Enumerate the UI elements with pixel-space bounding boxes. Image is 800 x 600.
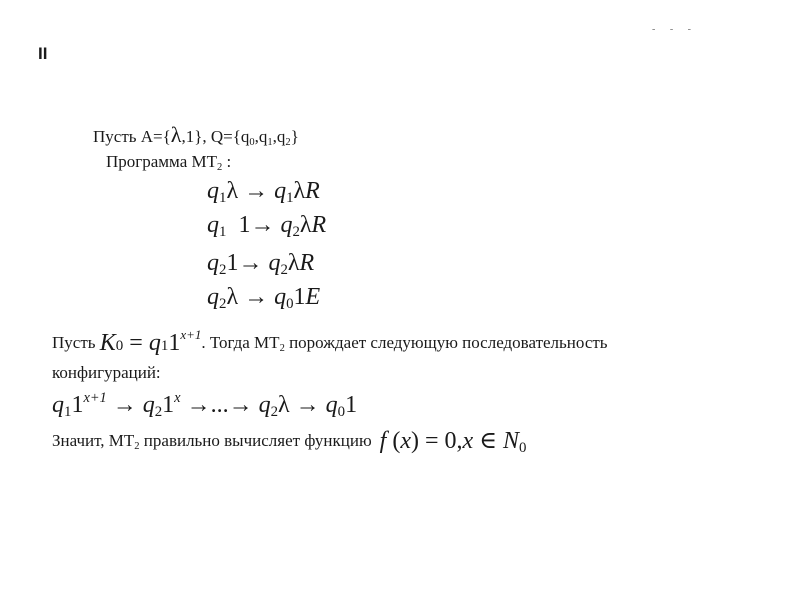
config-eq: =	[123, 330, 149, 356]
rule-symbol: λ	[226, 178, 239, 204]
intro-rest: ,1}, Q={q	[181, 127, 250, 146]
intro-q1: ,q	[254, 127, 268, 146]
config-sequence	[52, 389, 358, 421]
rule-state-sub: 2	[219, 262, 227, 279]
func-in: ∈	[473, 428, 503, 454]
seq-q3-sub: 2	[270, 404, 278, 421]
rule-state-sub: 1	[219, 190, 227, 207]
conclusion-line	[52, 426, 526, 455]
program-rule-1	[207, 178, 320, 205]
config-one: 1	[168, 330, 181, 356]
rule-arrow: →	[250, 212, 281, 238]
seq-q1: q	[52, 392, 64, 418]
program-rule-2	[207, 212, 326, 239]
rule-arrow: →	[238, 250, 269, 276]
rule-move: R	[305, 178, 320, 204]
conclusion-text: Значит, MT	[52, 431, 135, 450]
rule-state: q	[207, 212, 219, 238]
rule-next-sub: 0	[286, 296, 294, 313]
rule-symbol: 1	[226, 250, 239, 276]
corner-marks: - - -	[652, 24, 697, 35]
rule-move: R	[299, 250, 315, 276]
rule-write: λ	[299, 212, 312, 238]
func-f: f	[379, 428, 387, 454]
func-N: N	[502, 428, 519, 454]
program-title-colon: :	[222, 152, 232, 171]
seq-arrow-2: →...→	[180, 392, 259, 418]
rule-move: E	[305, 284, 321, 310]
seq-arrow-3: →	[289, 392, 326, 418]
config-mt-sub: 2	[279, 342, 285, 354]
config-tail-2: порождает следующую последовательность	[284, 333, 608, 352]
config-K: K	[99, 330, 116, 356]
seq-q2-sub: 2	[154, 404, 163, 421]
intro-q2: ,q	[272, 127, 286, 146]
rule-next-sub: 2	[292, 224, 300, 241]
config-line	[52, 326, 608, 357]
rule-next-state: q	[280, 212, 293, 238]
intro-let: Пусть A={	[93, 127, 171, 146]
func-N-sub: 0	[518, 440, 527, 457]
config-K-sub: 0	[115, 338, 124, 354]
rule-symbol: 1	[226, 212, 251, 238]
seq-q2: q	[142, 392, 155, 418]
rule-state-sub: 1	[219, 224, 227, 241]
rule-next-sub: 2	[280, 262, 288, 279]
func-x2: x	[462, 428, 474, 454]
intro-lambda: λ	[170, 122, 182, 147]
seq-arrow-1: →	[106, 392, 143, 418]
config-sup: x+1	[180, 326, 202, 342]
rule-write: λ	[293, 178, 306, 204]
seq-one-a: 1	[71, 392, 84, 418]
config-q-sub: 1	[160, 338, 169, 354]
intro-q1-sub: 1	[267, 136, 273, 148]
seq-q3: q	[258, 392, 271, 418]
seq-sup-a: x+1	[83, 389, 107, 406]
program-title	[106, 152, 231, 172]
config-line-2: конфигураций:	[52, 363, 161, 382]
config-q: q	[148, 330, 161, 356]
program-title-sub: 2	[217, 161, 223, 173]
rule-next-state: q	[274, 178, 287, 204]
seq-lambda: λ	[278, 392, 290, 418]
func-x: x	[400, 428, 411, 454]
rule-state: q	[207, 284, 219, 310]
rule-next-state: q	[274, 284, 287, 310]
conclusion-text-2: правильно вычисляет функцию	[139, 431, 372, 450]
intro-q2-sub: 2	[285, 136, 291, 148]
func-eq: = 0,	[419, 428, 463, 454]
rule-state: q	[207, 178, 219, 204]
intro-q0-sub: 0	[249, 136, 255, 148]
config-lead: Пусть	[52, 333, 100, 352]
config-tail: . Тогда MT	[201, 333, 280, 352]
intro-line	[93, 122, 299, 148]
func-paren-open: (	[386, 428, 401, 454]
rule-write: λ	[287, 250, 300, 276]
rule-next-state: q	[268, 250, 281, 276]
seq-q1-sub: 1	[64, 404, 72, 421]
rule-symbol: λ	[226, 284, 239, 310]
rule-move: R	[311, 212, 327, 238]
rule-state: q	[207, 250, 219, 276]
seq-q4-sub: 0	[337, 404, 346, 421]
program-rule-3	[207, 250, 314, 277]
program-title-text: Программа MT	[106, 152, 217, 171]
rule-state-sub: 2	[219, 296, 227, 313]
function-formula	[379, 428, 527, 457]
rule-arrow: →	[238, 284, 275, 310]
intro-close: }	[290, 127, 299, 146]
seq-one-b: 1	[162, 392, 175, 418]
section-label: II	[38, 44, 48, 63]
seq-sup-b: x	[174, 389, 181, 406]
seq-one-c: 1	[345, 392, 358, 418]
rule-arrow: →	[238, 178, 275, 204]
rule-next-sub: 1	[286, 190, 294, 207]
conclusion-mt-sub: 2	[134, 440, 140, 452]
rule-write: 1	[293, 284, 306, 310]
seq-q4: q	[325, 392, 338, 418]
func-paren-close: )	[411, 428, 419, 454]
program-rule-4	[207, 284, 320, 311]
